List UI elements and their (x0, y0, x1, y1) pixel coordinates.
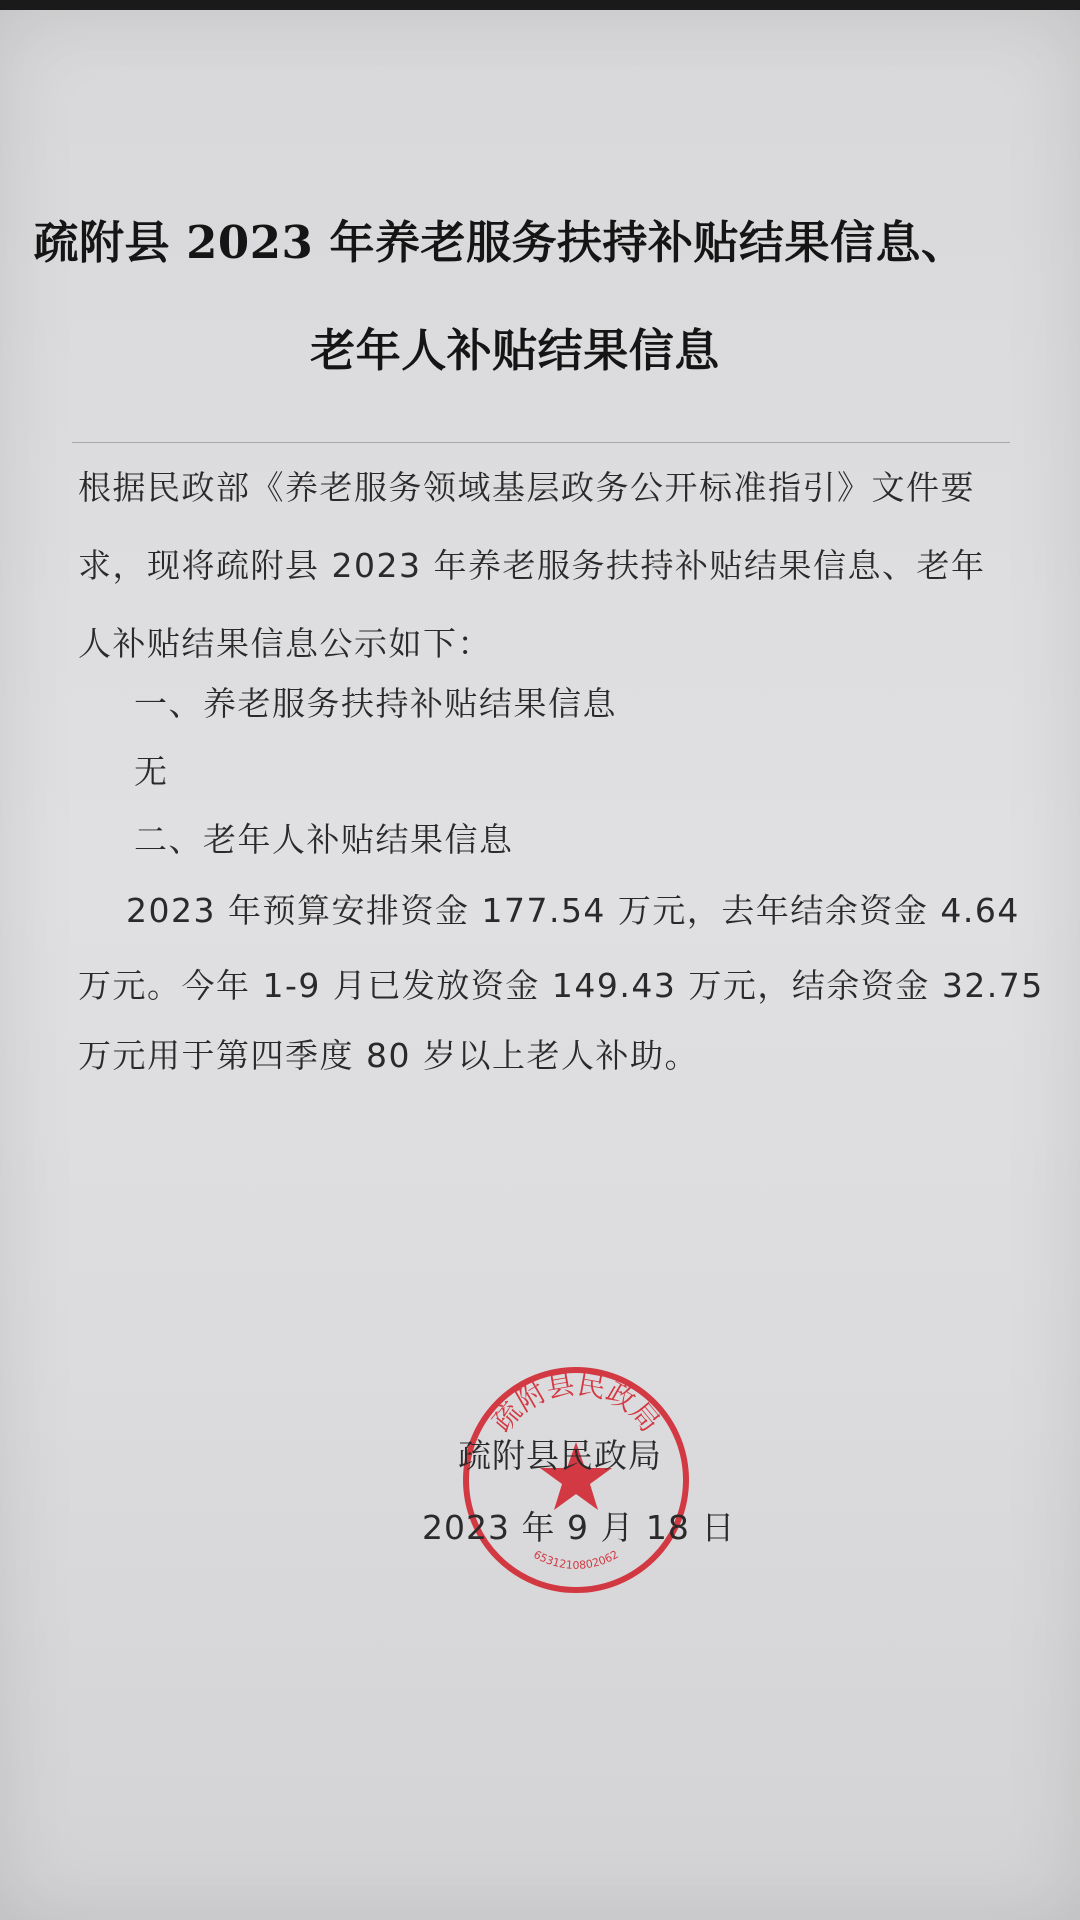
section-heading-2: 二、老年人补贴结果信息 (134, 820, 514, 859)
title-divider (72, 442, 1010, 443)
body-line: 求，现将疏附县 2023 年养老服务扶持补贴结果信息、老年 (78, 546, 986, 585)
body-line: 2023 年预算安排资金 177.54 万元，去年结余资金 4.64 (126, 891, 1020, 930)
body-line: 根据民政部《养老服务领域基层政务公开标准指引》文件要 (78, 468, 975, 507)
official-seal (456, 1360, 696, 1600)
document-title-line-1: 疏附县 2023 年养老服务扶持补贴结果信息、 (33, 216, 967, 269)
body-line: 万元用于第四季度 80 岁以上老人补助。 (78, 1036, 699, 1075)
section-heading-1: 一、养老服务扶持补贴结果信息 (134, 684, 617, 723)
document-date: 2023 年 9 月 18 日 (422, 1508, 736, 1547)
document-title-line-2: 老年人补贴结果信息 (310, 324, 720, 377)
seal-code: 6531210802062 (531, 1547, 621, 1572)
body-line: 万元。今年 1-9 月已发放资金 149.43 万元，结余资金 32.75 (78, 966, 1044, 1005)
section-1-content: 无 (134, 752, 169, 791)
document-page (0, 10, 1080, 1920)
body-line: 人补贴结果信息公示如下： (78, 624, 492, 663)
seal-text: 疏附县民政局 (485, 1367, 667, 1439)
signer-name: 疏附县民政局 (458, 1436, 662, 1475)
